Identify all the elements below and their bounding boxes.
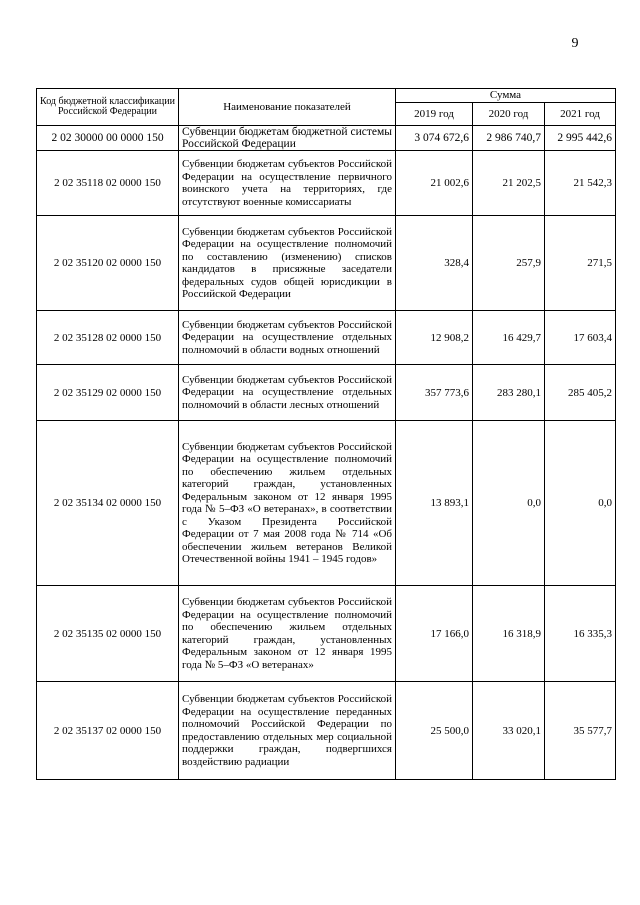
row-name: Субвенции бюджетам субъектов Российской Федерации на осуществление отдельных полномочий в области лесных отношений [179,365,396,421]
header-code: Код бюджетной классификации Российской Федерации [37,89,179,126]
row-code: 2 02 35120 02 0000 150 [37,216,179,311]
row-code: 2 02 35128 02 0000 150 [37,311,179,365]
row-value-2020: 33 020,1 [473,682,545,780]
row-name: Субвенции бюджетам субъектов Российской Федерации на осуществление полномочий по обеспечению жильем отдельных категорий граждан, установленных Федеральным законом от 12 января 1995 года № 5–ФЗ «О ветеранах», в соответствии с Указом Президента Российской Федерации от 7 мая 2008 года № 714 «Об обеспечении жильем ветеранов Великой Отечественной войны 1941 – 1945 годов» [179,421,396,586]
table-row [37,151,616,216]
row-value-2019: 13 893,1 [396,421,473,586]
row-name: Субвенции бюджетам субъектов Российской Федерации на осуществление переданных полномочий Российской Федерации по предоставлению отдельных мер социальной поддержки граждан, подвергшихся воздействию радиации [179,682,396,780]
row-value-2019: 357 773,6 [396,365,473,421]
row-value-2020: 16 429,7 [473,311,545,365]
budget-table [36,88,616,780]
table-row [37,586,616,682]
row-value-2020: 0,0 [473,421,545,586]
row-value-2021: 0,0 [545,421,616,586]
row-value-2021: 271,5 [545,216,616,311]
row-name: Субвенции бюджетам субъектов Российской Федерации на осуществление первичного воинского учета на территориях, где отсутствуют военные комиссариаты [179,151,396,216]
header-name: Наименование показателей [179,89,396,126]
row-value-2021: 16 335,3 [545,586,616,682]
row-value-2019: 25 500,0 [396,682,473,780]
table-row [37,365,616,421]
table-row-total [37,126,616,151]
row-value-2019: 12 908,2 [396,311,473,365]
row-name: Субвенции бюджетам бюджетной системы Российской Федерации [179,126,396,151]
row-value-2021: 2 995 442,6 [545,126,616,151]
table-row [37,311,616,365]
table-row [37,421,616,586]
row-value-2019: 3 074 672,6 [396,126,473,151]
row-value-2020: 283 280,1 [473,365,545,421]
row-code: 2 02 30000 00 0000 150 [37,126,179,151]
row-value-2019: 21 002,6 [396,151,473,216]
row-value-2021: 285 405,2 [545,365,616,421]
row-value-2020: 16 318,9 [473,586,545,682]
header-year-2021: 2021 год [545,103,616,126]
table-row [37,682,616,780]
row-value-2021: 17 603,4 [545,311,616,365]
row-code: 2 02 35137 02 0000 150 [37,682,179,780]
header-year-2019: 2019 год [396,103,473,126]
header-year-2020: 2020 год [473,103,545,126]
row-value-2020: 2 986 740,7 [473,126,545,151]
header-sum: Сумма [396,89,616,103]
row-name: Субвенции бюджетам субъектов Российской Федерации на осуществление полномочий по обеспечению жильем отдельных категорий граждан, установленных Федеральным законом от 12 января 1995 года № 5–ФЗ «О ветеранах» [179,586,396,682]
row-name: Субвенции бюджетам субъектов Российской Федерации на осуществление отдельных полномочий в области водных отношений [179,311,396,365]
row-value-2021: 35 577,7 [545,682,616,780]
row-code: 2 02 35118 02 0000 150 [37,151,179,216]
row-value-2019: 17 166,0 [396,586,473,682]
row-value-2020: 257,9 [473,216,545,311]
page-number: 9 [571,36,579,51]
table-row [37,216,616,311]
row-value-2019: 328,4 [396,216,473,311]
row-name: Субвенции бюджетам субъектов Российской Федерации на осуществление полномочий по составлению (изменению) списков кандидатов в присяжные заседатели федеральных судов общей юрисдикции в Российской Федерации [179,216,396,311]
row-value-2020: 21 202,5 [473,151,545,216]
row-code: 2 02 35129 02 0000 150 [37,365,179,421]
header-row [37,89,616,103]
row-code: 2 02 35135 02 0000 150 [37,586,179,682]
row-code: 2 02 35134 02 0000 150 [37,421,179,586]
row-value-2021: 21 542,3 [545,151,616,216]
